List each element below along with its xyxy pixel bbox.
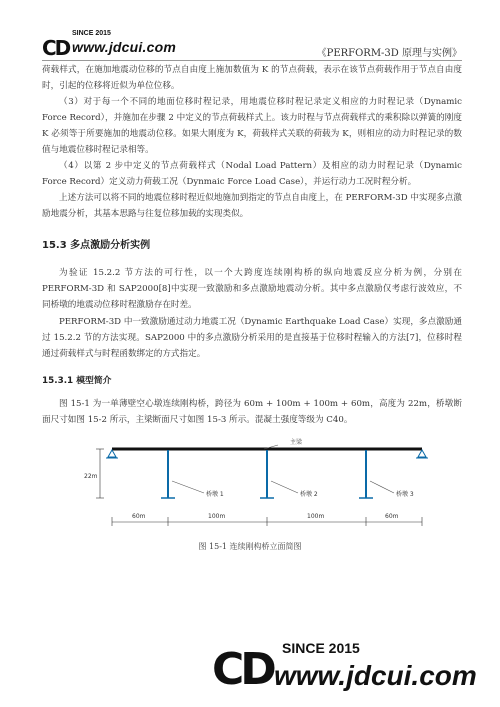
footer-watermark-logo: [212, 636, 492, 696]
girder-label: 主梁: [290, 439, 303, 446]
pier-1-label: 桥墩 1: [206, 491, 224, 498]
paragraph-model: 图 15-1 为一单薄壁空心墩连续刚构桥，跨径为 60m + 100m + 100m + 60m，高度为 22m，桥墩断面尺寸如图 15-2 所示，主梁断面尺寸如图 15-3 所示。混凝土强度等级为 C40。: [42, 399, 462, 425]
book-title: 《PERFORM-3D 原理与实例》: [316, 48, 462, 59]
bridge-elevation-figure: [84, 436, 438, 530]
subsection-heading: 15.3.1 模型简介: [42, 376, 112, 386]
right-support: [416, 450, 428, 458]
paragraph-excitation: PERFORM-3D 中一致激励通过动力地震工况（Dynamic Earthquake Load Case）实现，多点激励通过 15.2.2 节的方法实现。SAP2000 中的多点激励分析采用的是直接基于位移时程输入的方法[7]，位移时程通过荷载样式与时程函数绑定的方式指定。: [42, 317, 462, 359]
pier-3-label: 桥墩 3: [396, 491, 414, 498]
span-2-label: 100m: [208, 513, 226, 520]
logo-url: www.jdcui.com: [72, 39, 176, 55]
pier-2-label: 桥墩 2: [300, 491, 318, 498]
footer-logo-mark: CD: [212, 644, 273, 695]
logo-mark: CD: [42, 36, 70, 60]
paragraph-example-intro: 为验证 15.2.2 节方法的可行性，以一个大跨度连续刚构桥的纵向地震反应分析为例，分别在 PERFORM-3D 和 SAP2000[8]中实现一致激励和多点激励地震动分析。其中多点激励仅考虑行波效应，不同桥墩的地震动位移时程激励存在时差。: [42, 268, 462, 310]
section-heading: 15.3 多点激励分析实例: [42, 240, 151, 251]
page-header: [42, 30, 462, 60]
left-support: [106, 450, 118, 458]
header-rule: [42, 60, 462, 61]
pier-3-leader: [370, 481, 394, 493]
pier-2-leader: [271, 481, 298, 493]
footer-logo-url: www.jdcui.com: [274, 660, 477, 691]
paragraph-step-3: （3）对于每一个不同的地面位移时程记录，用地震位移时程记录定义相应的力时程记录（Dynamic Force Record），并施加在步骤 2 中定义的节点荷载样式上。该力时程与节点荷载样式的乘积除以弹簧的刚度 K 必须等于所要施加的地震动位移。如果大刚度为 K，荷载样式关联的荷载为 K，则相应的动力时程记录的数值与地震位移时程记录相等。: [42, 97, 462, 155]
pier-1-leader: [172, 481, 204, 493]
paragraph-summary: 上述方法可以将不同的地震位移时程近似地施加到指定的节点自由度上，在 PERFORM-3D 中实现多点激励地震分析，其基本思路与往复位移加载的实现类似。: [42, 193, 462, 219]
span-4-label: 60m: [385, 513, 399, 520]
footer-logo-since: SINCE 2015: [282, 640, 360, 656]
paragraph-continued: 荷载样式，在施加地震动位移的节点自由度上施加数值为 K 的节点荷载，表示在该节点荷载作用于节点自由度时，引起的位移将近似为单位位移。: [42, 65, 462, 91]
paragraph-step-4: （4）以第 2 步中定义的节点荷载样式（Nodal Load Pattern）及相应的动力时程记录（Dynamic Force Record）定义动力荷载工况（Dynmaic Force Load Case），并运行动力工况时程分析。: [42, 161, 462, 187]
logo-since: SINCE 2015: [72, 30, 111, 37]
height-label: 22m: [84, 473, 98, 480]
span-dimension-line: [112, 517, 422, 526]
figure-caption: 图 15-1 连续刚构桥立面简图: [198, 542, 302, 551]
span-3-label: 100m: [307, 513, 325, 520]
span-1-label: 60m: [132, 513, 146, 520]
